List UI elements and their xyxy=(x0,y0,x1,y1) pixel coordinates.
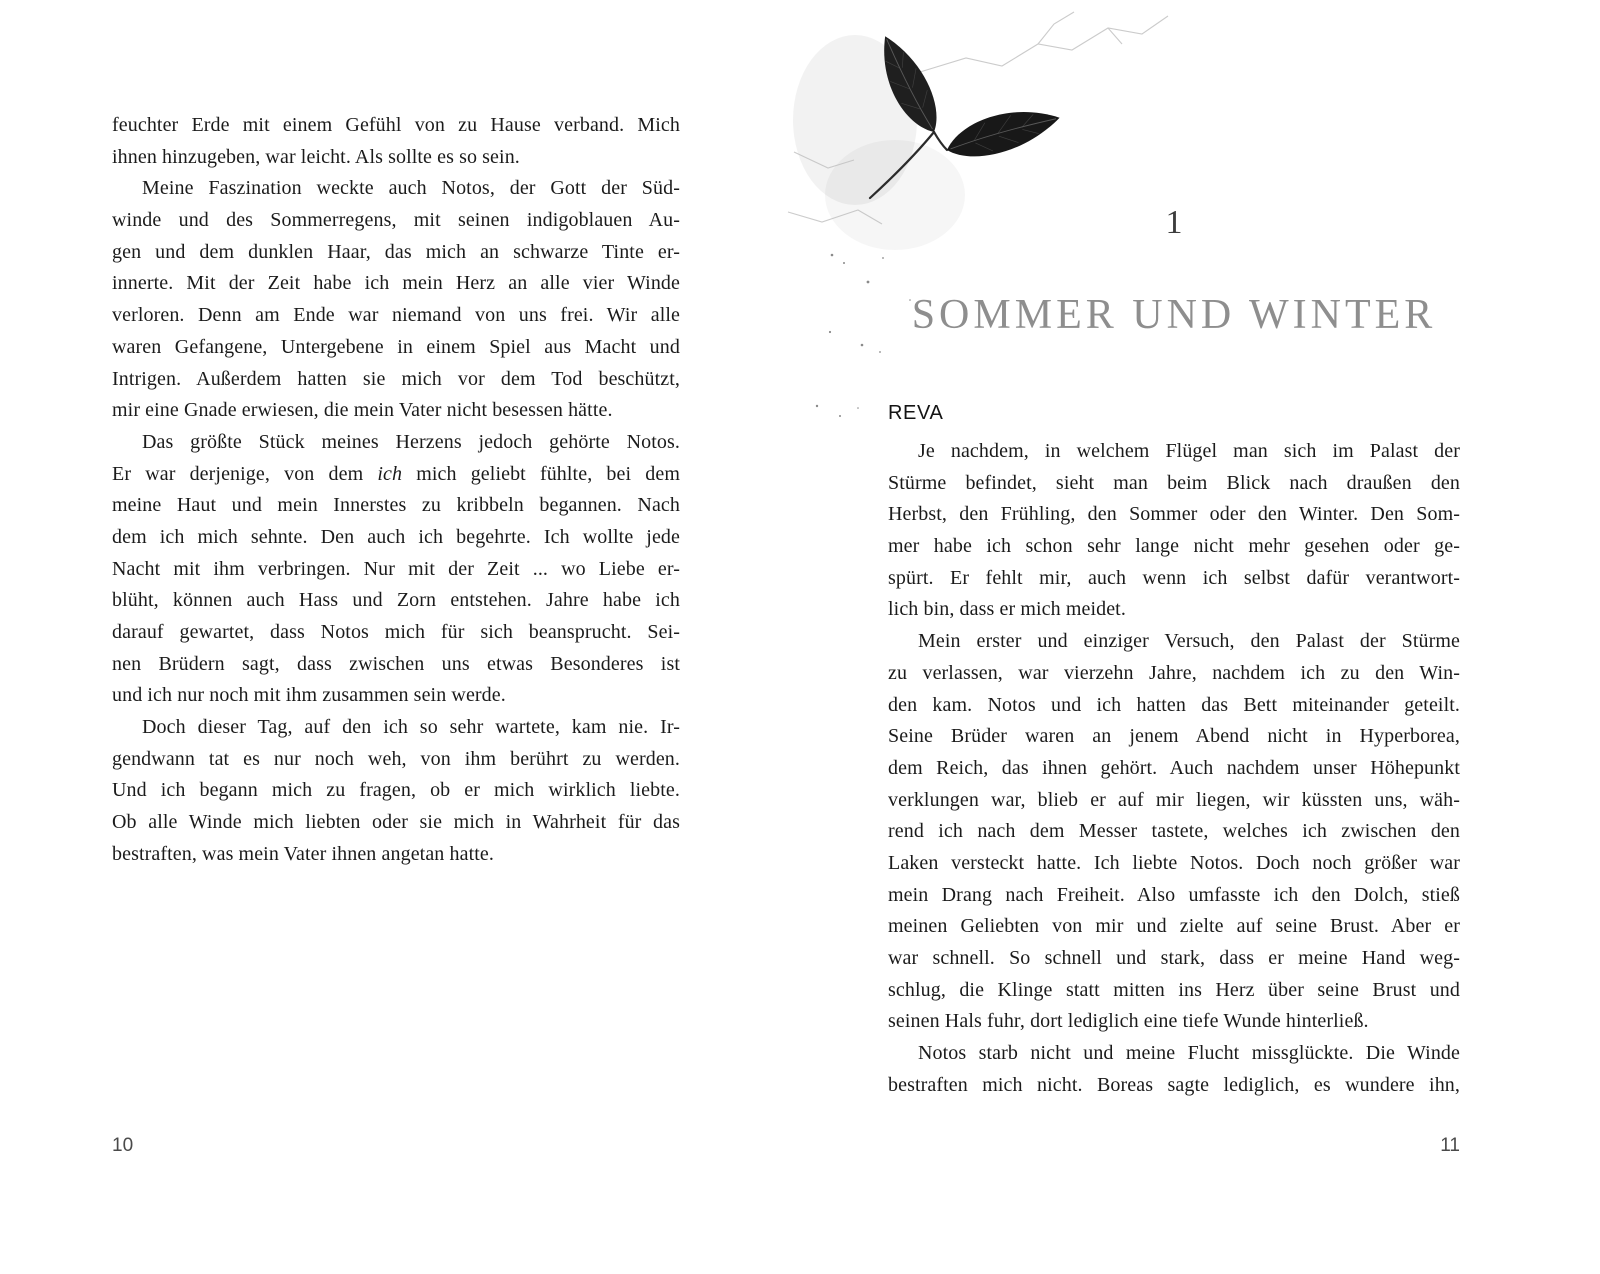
paragraph xyxy=(888,1038,1460,1101)
text-line: mer habe ich schon sehr lange nicht mehr gesehen oder ge- xyxy=(888,535,1460,558)
text-run: mich geliebt fühlte, bei dem xyxy=(402,462,680,485)
text-line: war schnell. So schnell und stark, dass er meine Hand weg- xyxy=(888,947,1460,969)
text-line: seinen Hals fuhr, dort lediglich eine tiefe Wunde hinterließ. xyxy=(888,1010,1369,1033)
text-line: nen Brüdern sagt, dass zwischen uns etwas Besonderes ist xyxy=(112,652,680,675)
text-line: spürt. Er fehlt mir, auch wenn ich selbst dafür verantwort- xyxy=(888,566,1460,589)
text-line: feuchter Erde mit einem Gefühl von zu Hause verband. Mich xyxy=(112,114,680,136)
text-line: gendwann tat es nur noch weh, von ihm berührt zu werden. xyxy=(112,747,680,770)
text-line: den kam. Notos und ich hatten das Bett miteinander geteilt. xyxy=(888,693,1460,716)
text-line: ihnen hinzugeben, war leicht. Als sollte es so sein. xyxy=(112,145,520,168)
chapter-number: 1 xyxy=(1165,204,1183,241)
text-line: gen und dem dunklen Haar, das mich an schwarze Tinte er- xyxy=(112,240,680,263)
text-line: innerte. Mit der Zeit habe ich mein Herz an alle vier Winde xyxy=(112,272,680,295)
text-line: mir eine Gnade erwiesen, die mein Vater nicht besessen hätte. xyxy=(112,399,613,422)
text-line: schlug, die Klinge statt mitten ins Herz über seine Brust und xyxy=(888,978,1460,1001)
text-line: rend ich nach dem Messer tastete, welches ich zwischen den xyxy=(888,820,1460,843)
paragraph xyxy=(112,110,680,173)
text-line: blüht, können auch Hass und Zorn entstehen. Jahre habe ich xyxy=(112,589,680,612)
leaf-lower xyxy=(942,99,1065,167)
text-line: waren Gefangene, Untergebene in einem Spiel aus Macht und xyxy=(112,335,680,358)
text-line: verloren. Denn am Ende war niemand von uns frei. Wir alle xyxy=(112,304,680,327)
text-line: bestraften, was mein Vater ihnen angetan hatte. xyxy=(112,842,494,865)
text-line: Je nachdem, in welchem Flügel man sich im Palast der xyxy=(918,440,1460,462)
text-line: Nacht mit ihm verbringen. Nur mit der Zeit ... wo Liebe er- xyxy=(112,557,680,580)
text-line: Seine Brüder waren an jenem Abend nicht in Hyperborea, xyxy=(888,725,1460,748)
text-line: Doch dieser Tag, auf den ich so sehr wartete, kam nie. Ir- xyxy=(142,716,680,739)
text-line: verklungen war, blieb er auf mir liegen, wir küssten uns, wäh- xyxy=(888,788,1460,811)
text-line: dem ich mich sehnte. Den auch ich begehrte. Ich wollte jede xyxy=(112,525,680,548)
body-text-right xyxy=(888,436,1460,1101)
text-line: Ob alle Winde mich liebten oder sie mich in Wahrheit für das xyxy=(112,811,680,834)
text-line: bestraften mich nicht. Boreas sagte lediglich, es wundere ihn, xyxy=(888,1073,1460,1096)
text-line: dem Reich, das ihnen gehört. Auch nachdem unser Höhepunkt xyxy=(888,756,1460,779)
text-line: und ich nur noch mit ihm zusammen sein werde. xyxy=(112,684,506,707)
text-line: Und ich begann mich zu fragen, ob er mich wirklich liebte. xyxy=(112,779,680,802)
section-header-reva: REVA xyxy=(888,402,944,424)
paragraph xyxy=(112,173,680,427)
text-line: meinen Geliebten von mir und zielte auf seine Brust. Aber er xyxy=(888,915,1460,938)
chapter-title: SOMMER UND WINTER xyxy=(911,292,1437,338)
page-number-left: 10 xyxy=(112,1135,134,1156)
page-number-right: 11 xyxy=(1440,1135,1460,1156)
text-line: winde und des Sommerregens, mit seinen indigoblauen Au- xyxy=(112,209,680,232)
text-line: meine Haut und mein Innerstes zu kribbeln begannen. Nach xyxy=(112,494,680,517)
paragraph xyxy=(112,427,680,712)
paragraph xyxy=(888,436,1460,626)
text-line: Meine Faszination weckte auch Notos, der Gott der Süd- xyxy=(142,177,680,200)
paragraph xyxy=(112,712,680,870)
ink-wash xyxy=(793,35,917,205)
text-line: Stürme befindet, sieht man beim Blick nach draußen den xyxy=(888,471,1460,494)
body-text-left xyxy=(112,110,680,871)
text-line: Intrigen. Außerdem hatten sie mich vor dem Tod beschützt, xyxy=(112,367,680,390)
text-line: Laken versteckt hatte. Ich liebte Notos. Doch noch größer war xyxy=(888,851,1460,874)
text-line: zu verlassen, war vierzehn Jahre, nachdem ich zu den Win- xyxy=(888,661,1460,684)
branch xyxy=(870,132,947,198)
text-line xyxy=(112,459,680,491)
text-run: Er war derjenige, von dem xyxy=(112,462,378,485)
emphasized-word: ich xyxy=(377,462,403,485)
text-line: Herbst, den Frühling, den Sommer oder den Winter. Den Som- xyxy=(888,503,1460,526)
text-line: Notos starb nicht und meine Flucht missglückte. Die Winde xyxy=(918,1042,1460,1065)
paragraph xyxy=(888,626,1460,1038)
text-line: Das größte Stück meines Herzens jedoch gehörte Notos. xyxy=(142,430,680,453)
text-line: lich bin, dass er mich meidet. xyxy=(888,598,1126,621)
text-line: Mein erster und einziger Versuch, den Palast der Stürme xyxy=(918,630,1460,653)
text-line: darauf gewartet, dass Notos mich für sich beansprucht. Sei- xyxy=(112,621,680,643)
lightning-cracks xyxy=(788,12,1168,224)
leaf-upper xyxy=(868,29,948,141)
text-line: mein Drang nach Freiheit. Also umfasste ich den Dolch, stieß xyxy=(888,883,1460,906)
